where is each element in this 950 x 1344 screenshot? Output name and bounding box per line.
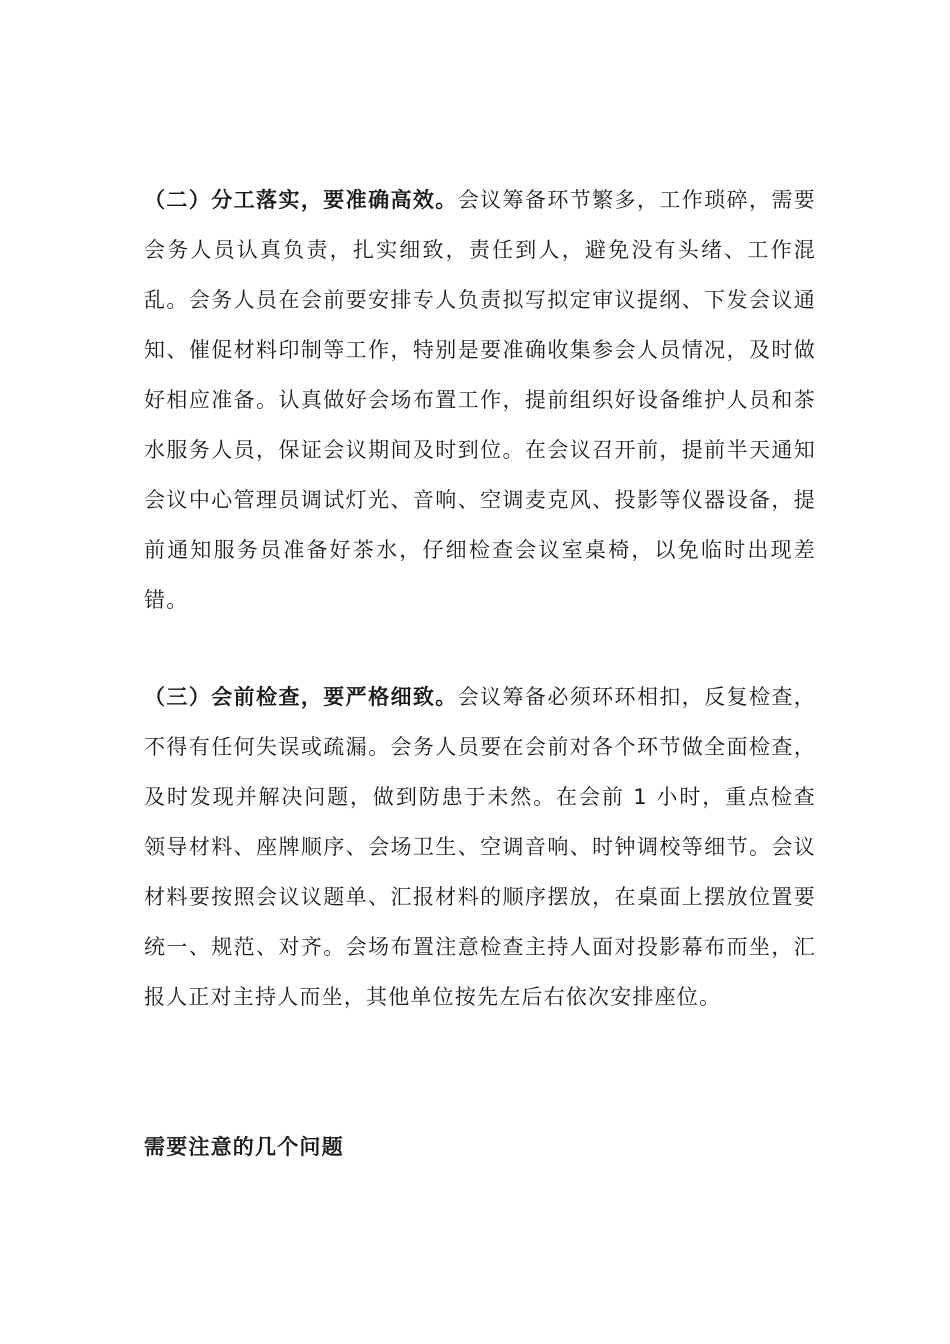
section-heading: 需要注意的几个问题 (144, 1135, 344, 1159)
section-paragraph (144, 672, 816, 1022)
section-lead-heading: （二）分工落实，要准确高效。 (144, 188, 458, 212)
section-paragraph (144, 175, 816, 625)
section-lead-heading: （三）会前检查，要严格细致。 (144, 685, 458, 709)
section-body-text: 会议筹备环节繁多，工作琐碎，需要会务人员认真负责，扎实细致，责任到人，避免没有头绪、工作混乱。会务人员在会前要安排专人负责拟写拟定审议提纲、下发会议通知、催促材料印制等工作，特别是要准确收集参会人员情况，及时做好相应准备。认真做好会场布置工作，提前组织好设备维护人员和茶水服务人员，保证会议期间及时到位。在会议召开前，提前半天通知会议中心管理员调试灯光、音响、空调麦克风、投影等仪器设备，提前通知服务员准备好茶水，仔细检查会议室桌椅，以免临时出现差错。 (144, 188, 816, 612)
section-body-text: 会议筹备必须环环相扣，反复检查，不得有任何失误或疏漏。会务人员要在会前对各个环节做全面检查，及时发现并解决问题，做到防患于未然。在会前 1 小时，重点检查领导材料、座牌顺序、会场卫生、空调音响、时钟调校等细节。会议材料要按照会议议题单、汇报材料的顺序摆放，在桌面上摆放位置要统一、规范、对齐。会场布置注意检查主持人面对投影幕布而坐，汇报人正对主持人而坐，其他单位按先左后右依次安排座位。 (144, 685, 816, 1009)
